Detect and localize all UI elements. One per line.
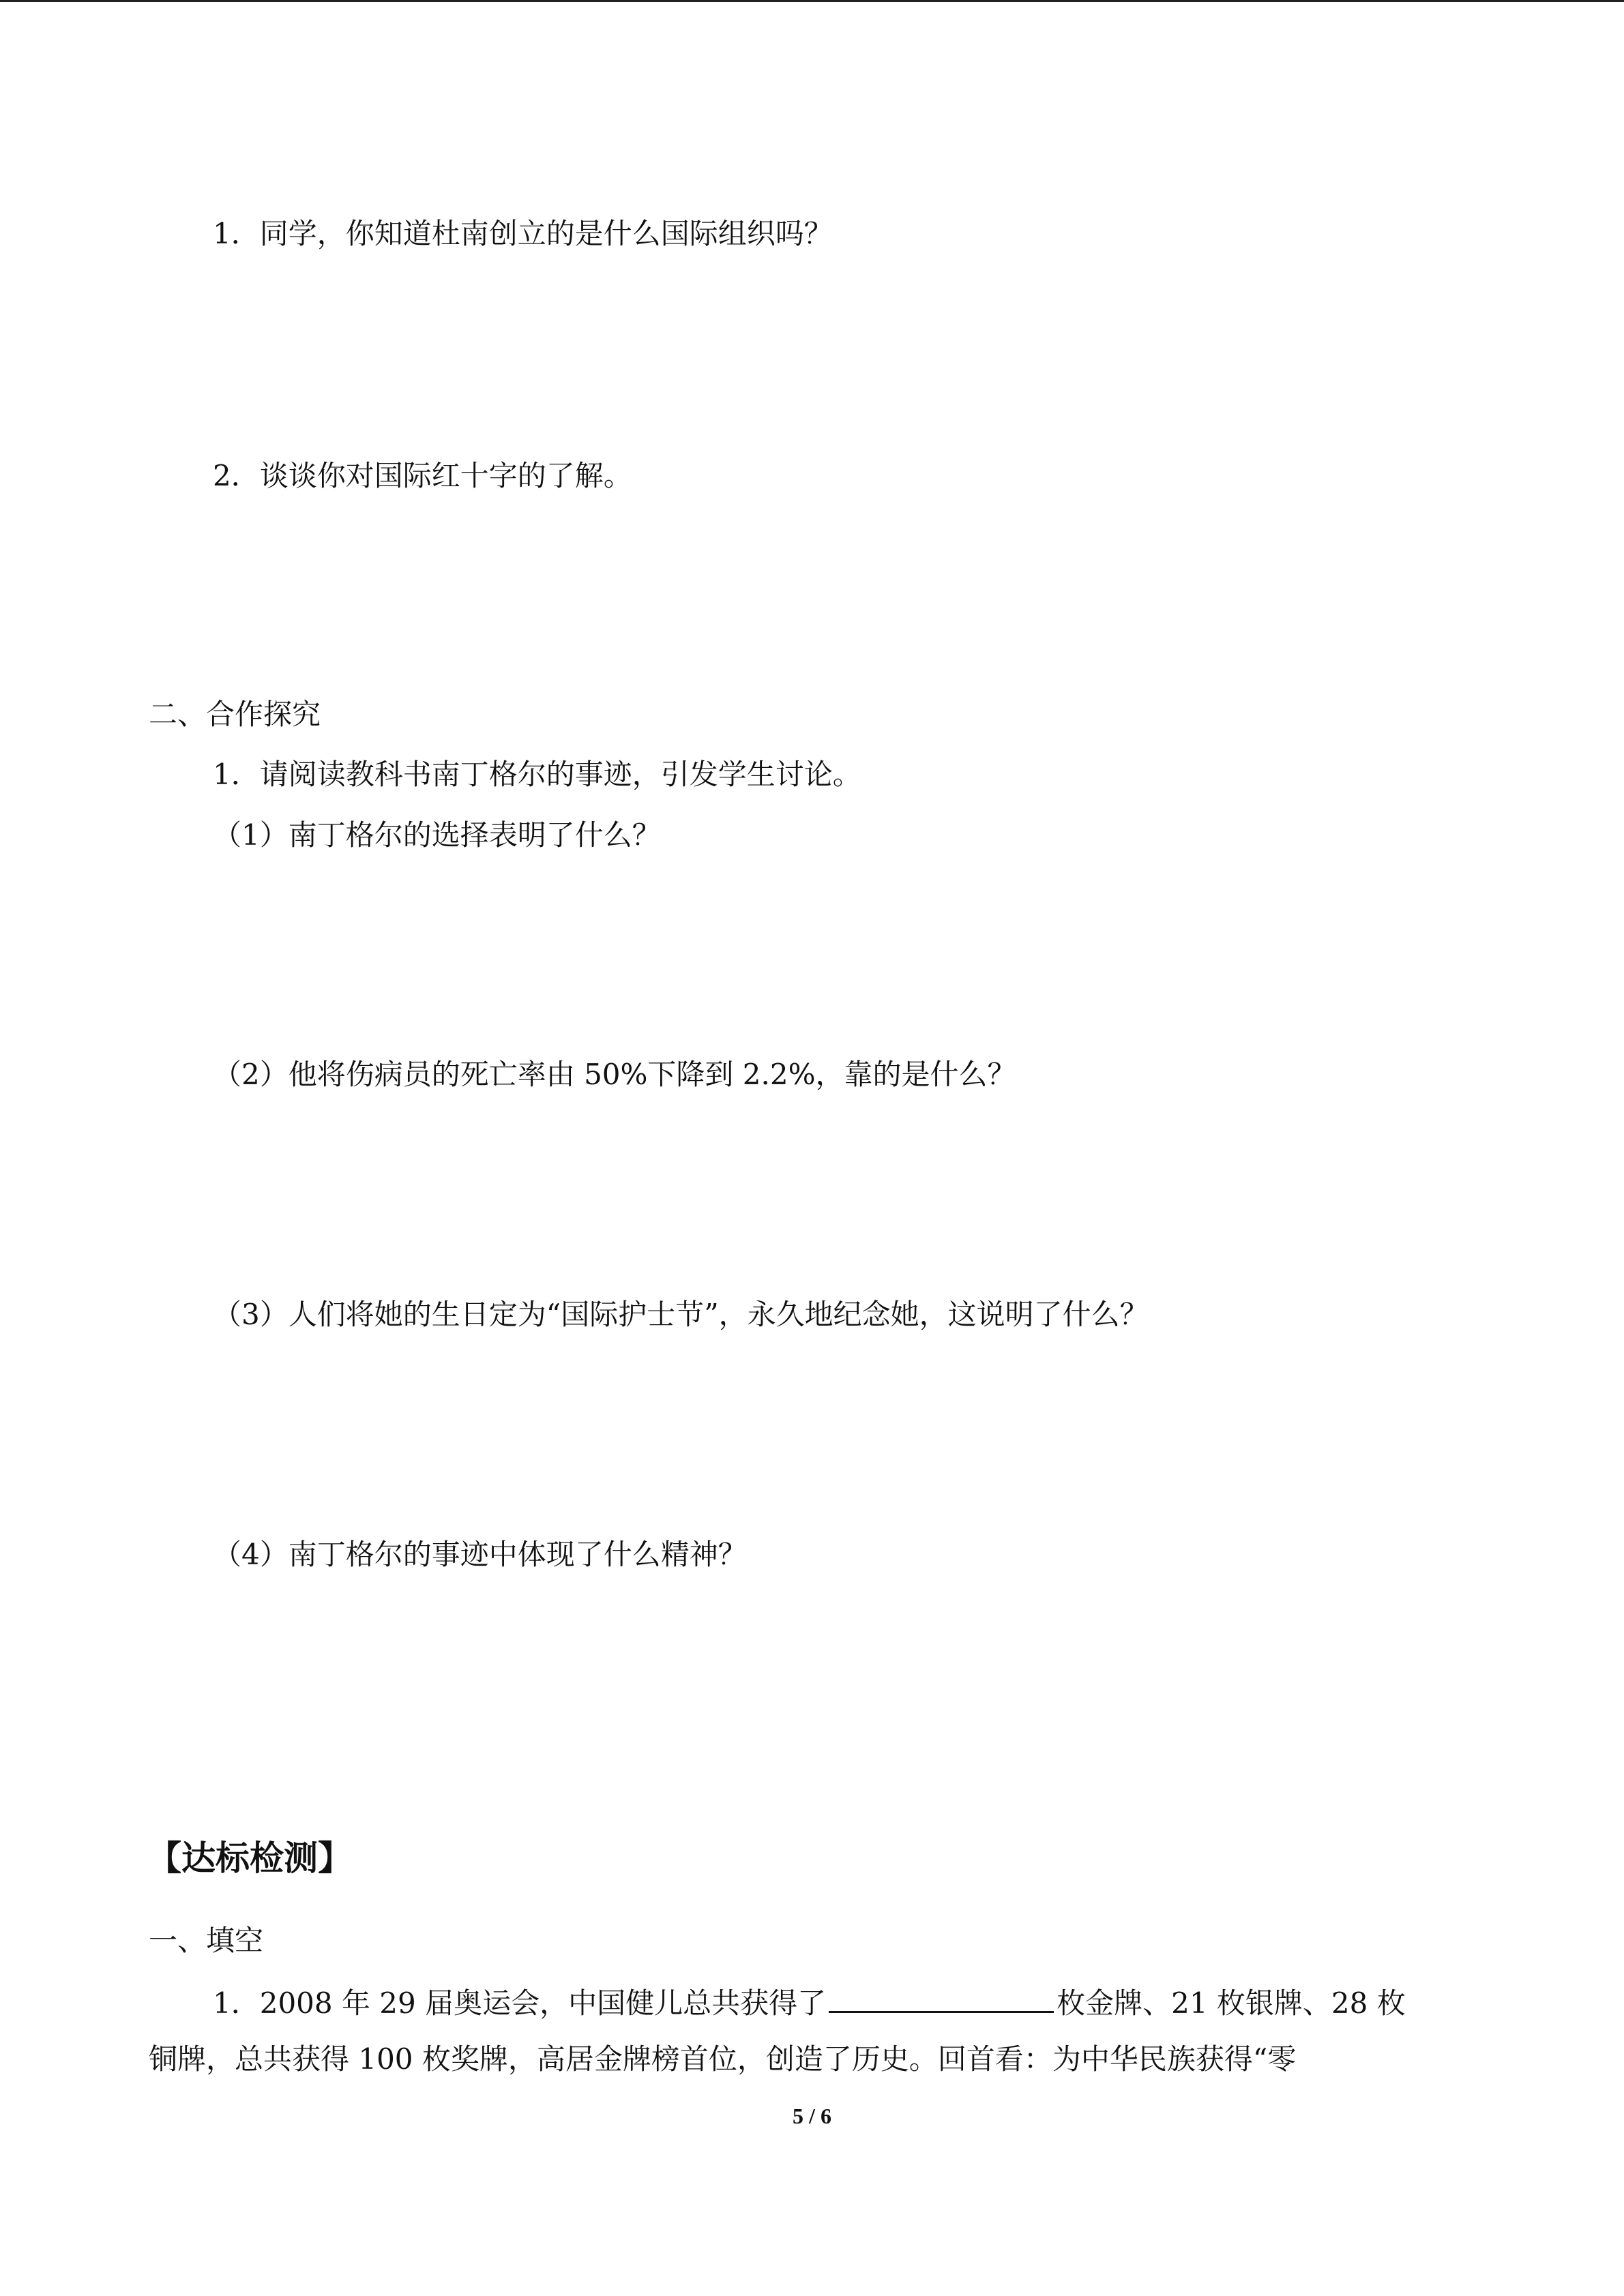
cooperative-question-1: 1．请阅读教科书南丁格尔的事迹，引发学生讨论。	[213, 758, 861, 791]
fill-blank-heading: 一、填空	[149, 1924, 264, 1957]
fill-q1-text-after: 枚金牌、21 枚银牌、28 枚	[1057, 1986, 1406, 2020]
sub-question-3: （3）人们将她的生日定为“国际护士节”，永久地纪念她，这说明了什么？	[213, 1298, 1149, 1331]
cooperative-inquiry-heading: 二、合作探究	[149, 698, 321, 731]
answer-blank[interactable]	[829, 1981, 1054, 2013]
question-2: 2．谈谈你对国际红十字的了解。	[213, 459, 632, 492]
sub-question-1: （1）南丁格尔的选择表明了什么？	[213, 818, 661, 852]
page-number: 5 / 6	[793, 2104, 831, 2128]
question-1: 1．同学，你知道杜南创立的是什么国际组织吗？	[213, 217, 833, 250]
fill-blank-question-1	[213, 1981, 1406, 2019]
sub-question-2: （2）他将伤病员的死亡率由 50%下降到 2.2%，靠的是什么？	[213, 1058, 1016, 1091]
fill-blank-question-1-continued: 铜牌，总共获得 100 枚奖牌，高居金牌榜首位，创造了历史。回首看：为中华民族获得“零	[149, 2042, 1297, 2076]
page-top-border	[0, 0, 1624, 2]
sub-question-4: （4）南丁格尔的事迹中体现了什么精神？	[213, 1538, 747, 1571]
fill-q1-text-before: 1．2008 年 29 届奥运会，中国健儿总共获得了	[213, 1986, 827, 2020]
assessment-title: 【达标检测】	[147, 1838, 352, 1878]
